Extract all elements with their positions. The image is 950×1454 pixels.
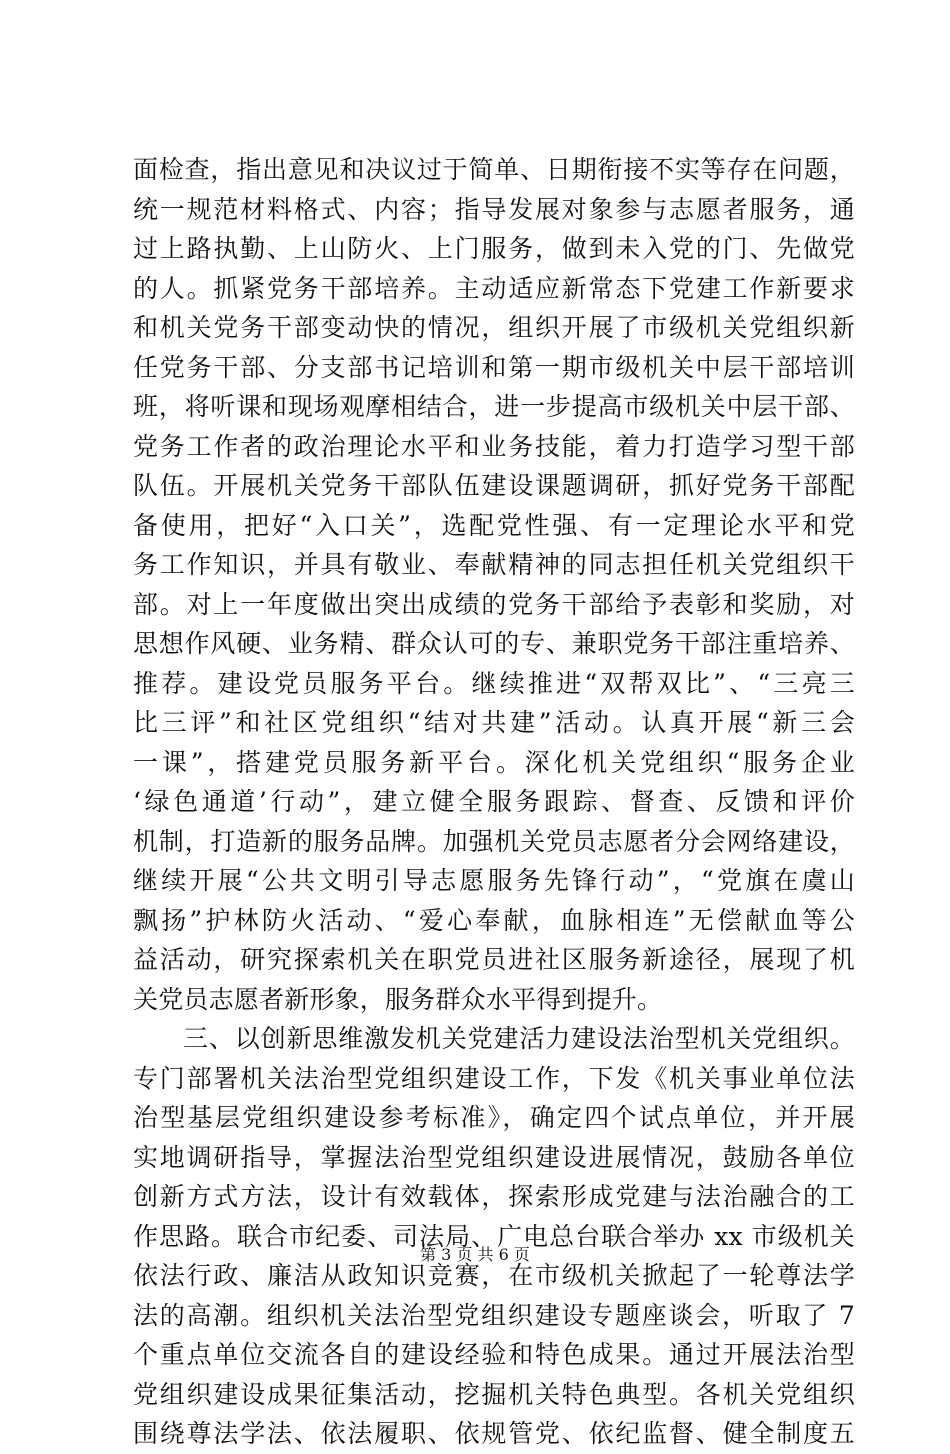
section-heading-line: 三、以创新思维激发机关党建活力建设法治型机关党组织。 — [183, 1024, 855, 1053]
text-line: 继续开展“公共文明引导志愿服务先锋行动”，“党旗在虞山 — [133, 866, 855, 895]
text-line: 作思路。联合市纪委、司法局、广电总台联合举办 xx 市级机关 — [133, 1221, 855, 1251]
text-line: 部。对上一年度做出突出成绩的党务干部给予表彰和奖励，对 — [133, 589, 855, 619]
text-line: 依法行政、廉洁从政知识竞赛，在市级机关掀起了一轮尊法学 — [133, 1261, 855, 1290]
text-line: 队伍。开展机关党务干部队伍建设课题调研，抓好党务干部配 — [133, 471, 855, 500]
text-line: 机制，打造新的服务品牌。加强机关党员志愿者分会网络建设， — [133, 826, 855, 856]
text-line: 统一规范材料格式、内容；指导发展对象参与志愿者服务，通 — [133, 194, 855, 224]
text-line: 围绕尊法学法、依法履职、依规管党、依纪监督、健全制度五 — [133, 1419, 855, 1448]
text-line: 任党务干部、分支部书记培训和第一期市级机关中层干部培训 — [133, 352, 855, 382]
text-line: 务工作知识，并具有敬业、奉献精神的同志担任机关党组织干 — [133, 550, 855, 579]
text-line: 比三评”和社区党组织“结对共建”活动。认真开展“新三会 — [133, 708, 855, 737]
text-line: 党组织建设成果征集活动，挖掘机关特色典型。各机关党组织 — [133, 1379, 855, 1409]
text-line: 思想作风硬、业务精、群众认可的专、兼职党务干部注重培养、 — [133, 629, 855, 658]
text-line: 益活动，研究探索机关在职党员进社区服务新途径，展现了机 — [133, 945, 855, 974]
paragraph-end-line: 关党员志愿者新形象，服务群众水平得到提升。 — [133, 984, 663, 1014]
text-line: 面检查，指出意见和决议过于简单、日期衔接不实等存在问题， — [133, 155, 855, 184]
text-line: 法的高潮。组织机关法治型党组织建设专题座谈会，听取了 7 — [133, 1300, 855, 1330]
text-line: 治型基层党组织建设参考标准》，确定四个试点单位，并开展 — [133, 1103, 855, 1132]
text-line: 专门部署机关法治型党组织建设工作，下发《机关事业单位法 — [133, 1063, 855, 1093]
text-line: 创新方式方法，设计有效载体，探索形成党建与法治融合的工 — [133, 1182, 855, 1211]
text-line: ‘绿色通道’行动”，建立健全服务跟踪、督查、反馈和评价 — [133, 787, 855, 816]
text-line: 和机关党务干部变动快的情况，组织开展了市级机关党组织新 — [133, 313, 855, 342]
text-line: 飘扬”护林防火活动、“爱心奉献，血脉相连”无偿献血等公 — [133, 905, 855, 935]
text-line: 过上路执勤、上山防火、上门服务，做到未入党的门、先做党 — [133, 234, 855, 263]
text-line: 备使用，把好“入口关”，选配党性强、有一定理论水平和党 — [133, 510, 855, 540]
text-line: 一课”，搭建党员服务新平台。深化机关党组织“服务企业 — [133, 747, 855, 777]
text-line: 党务工作者的政治理论水平和业务技能，着力打造学习型干部 — [133, 431, 855, 461]
text-line: 的人。抓紧党务干部培养。主动适应新常态下党建工作新要求 — [133, 273, 855, 303]
page-number-footer: 第 3 页 共 6 页 — [420, 1245, 530, 1264]
text-line: 个重点单位交流各自的建设经验和特色成果。通过开展法治型 — [133, 1340, 855, 1369]
text-line: 班，将听课和现场观摩相结合，进一步提高市级机关中层干部、 — [133, 392, 855, 421]
text-line: 实地调研指导，掌握法治型党组织建设进展情况，鼓励各单位 — [133, 1142, 855, 1172]
text-line: 推荐。建设党员服务平台。继续推进“双帮双比”、“三亮三 — [133, 668, 855, 698]
